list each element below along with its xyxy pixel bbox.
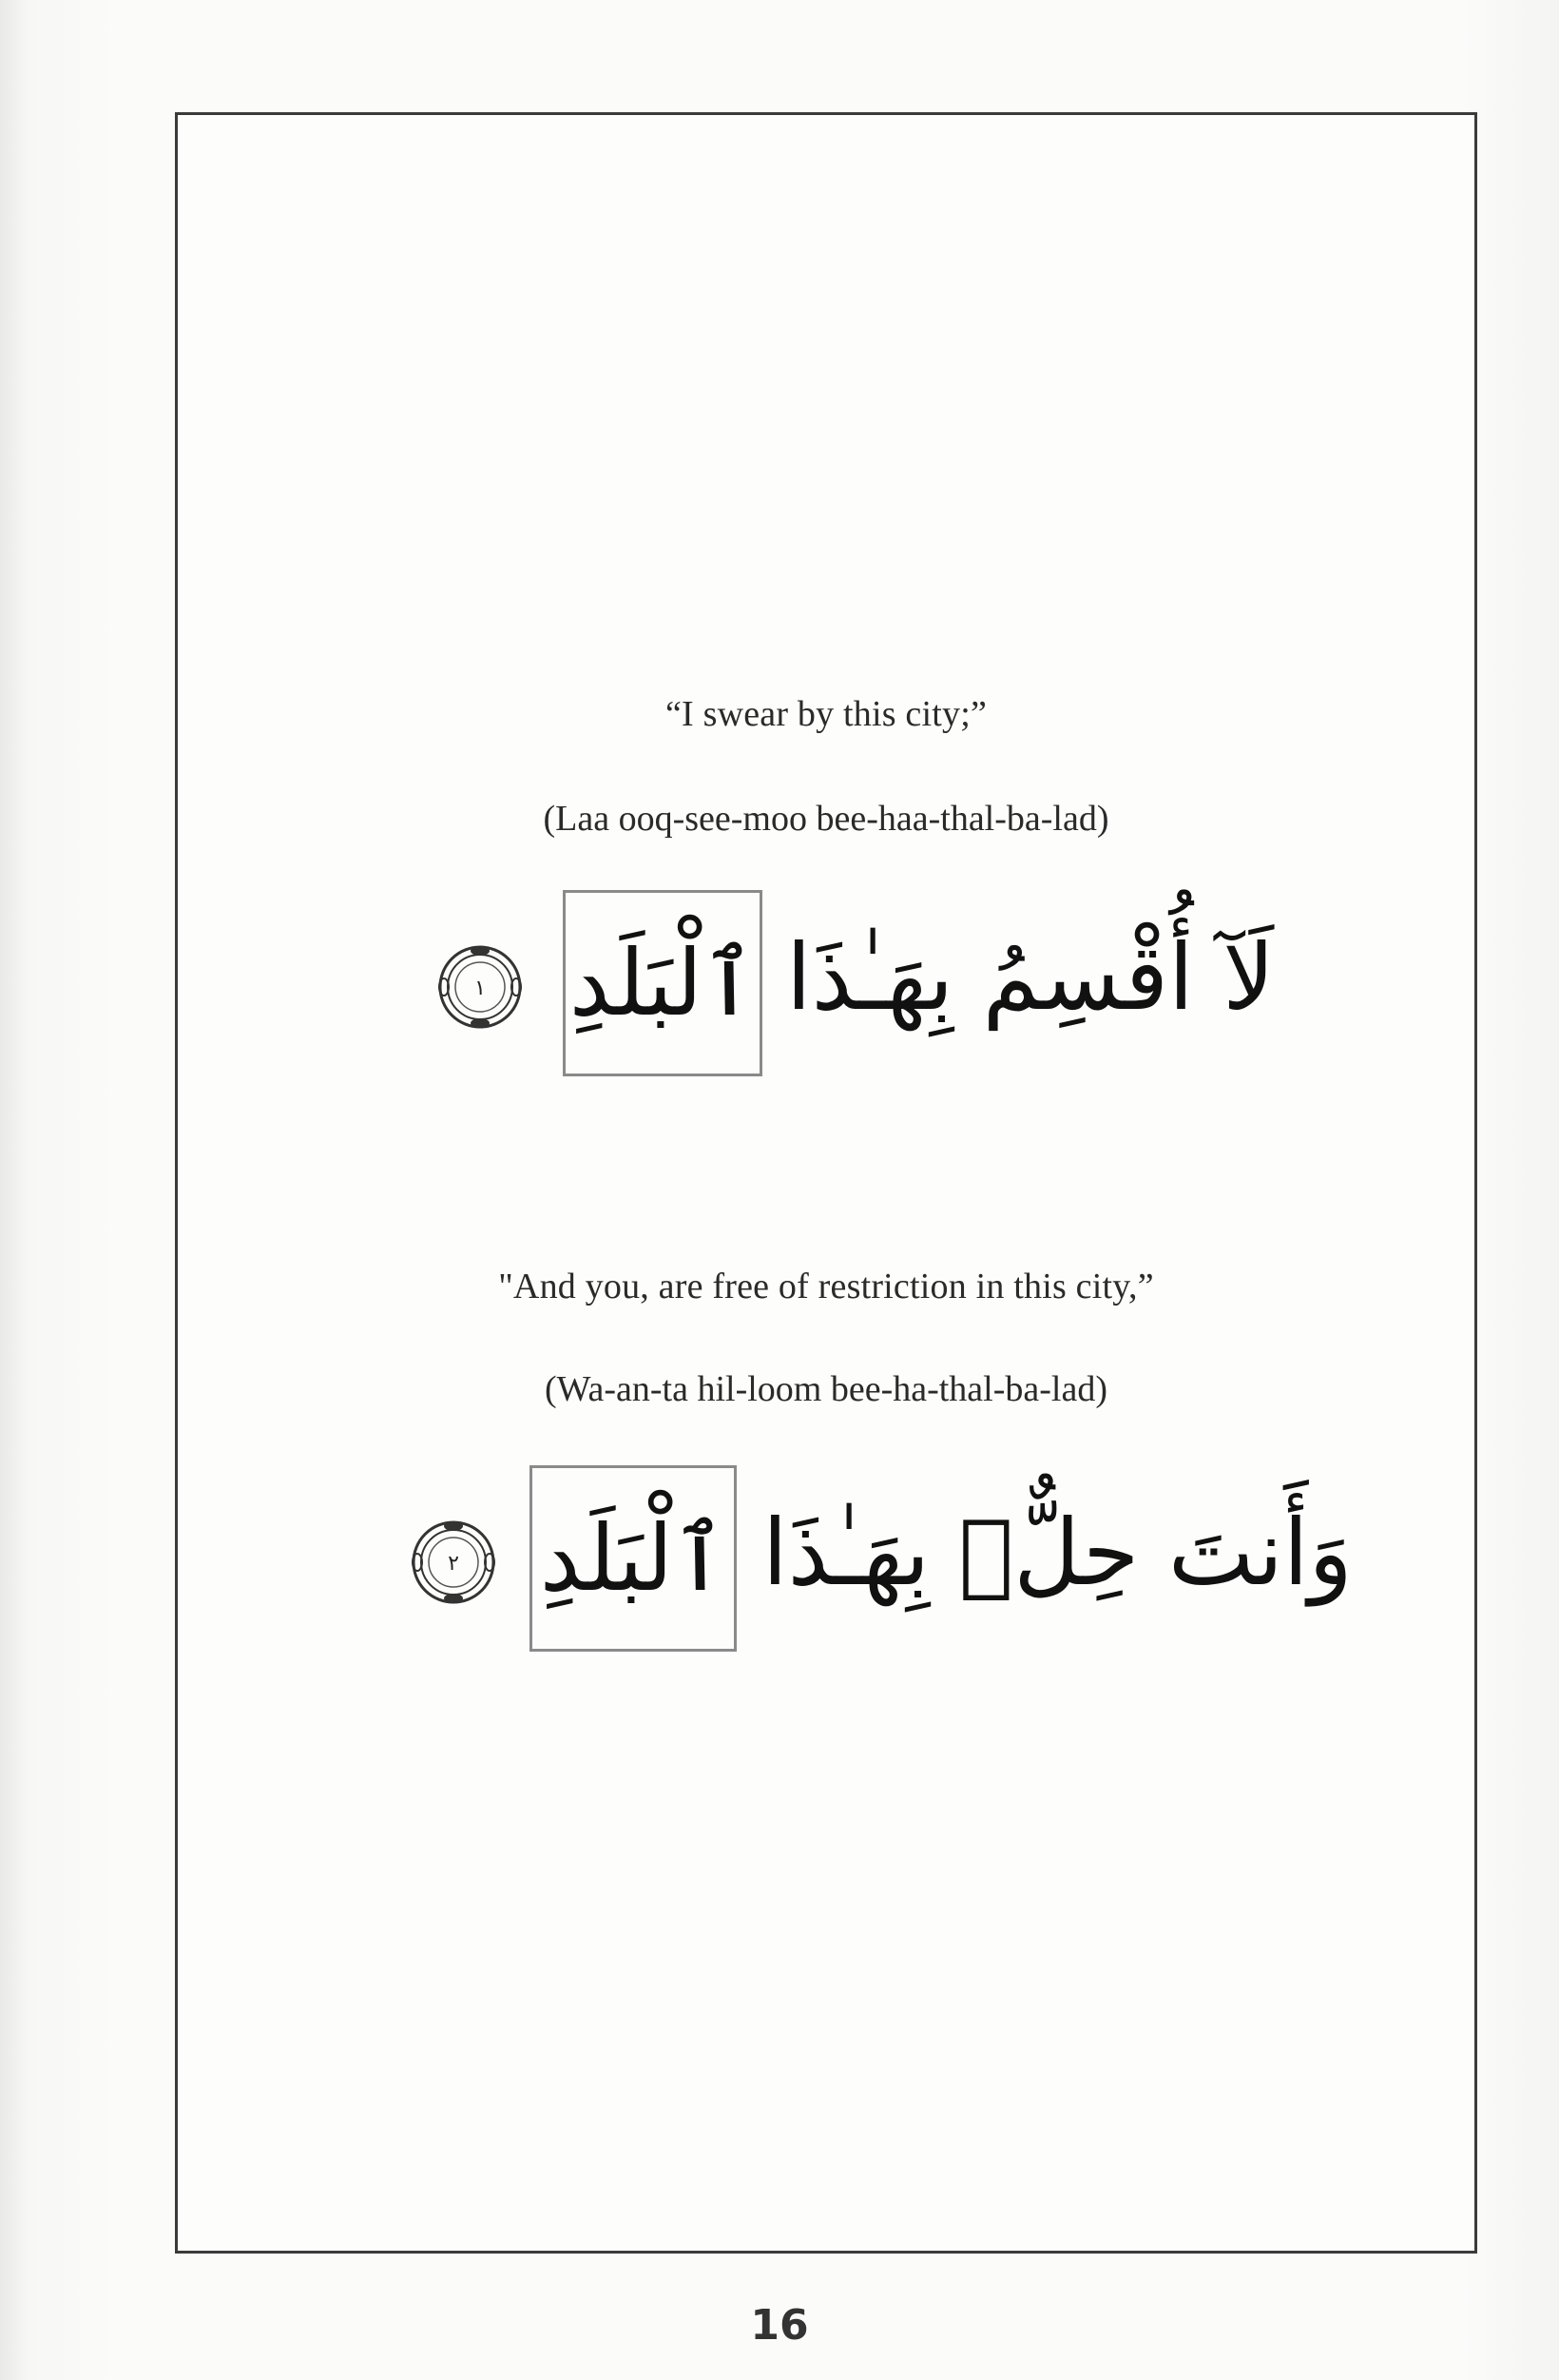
verse-2-arabic-row bbox=[178, 1465, 1474, 1655]
verse-2-marker-icon bbox=[410, 1519, 497, 1606]
verse-1-arabic-row bbox=[178, 890, 1474, 1080]
verse-1-number: ١ bbox=[474, 977, 486, 1000]
verse-1-translation: “I swear by this city;” bbox=[664, 694, 988, 734]
verse-1-arabic-text: لَآ أُقْسِمُ بِهَـٰذَا bbox=[786, 924, 1276, 1031]
verse-1-marker-icon bbox=[436, 943, 524, 1031]
verse-2-transliteration: (Wa-an-ta hil-loom bee-ha-thal-ba-lad) bbox=[545, 1369, 1107, 1409]
verse-2-arabic-text: وَأَنتَ حِلٌّۢ بِهَـٰذَا bbox=[762, 1500, 1353, 1606]
page-frame bbox=[175, 112, 1477, 2254]
verse-2-translation: "And you, are free of restriction in this city,” bbox=[498, 1267, 1154, 1306]
verse-1-transliteration: (Laa ooq-see-moo bee-haa-thal-ba-lad) bbox=[543, 799, 1109, 839]
verse-2-boxed-word: ٱلْبَلَدِ bbox=[529, 1465, 737, 1652]
page-number: 16 bbox=[750, 2301, 809, 2350]
verse-1-boxed-word: ٱلْبَلَدِ bbox=[563, 890, 762, 1076]
verse-2-number: ٢ bbox=[448, 1552, 459, 1576]
